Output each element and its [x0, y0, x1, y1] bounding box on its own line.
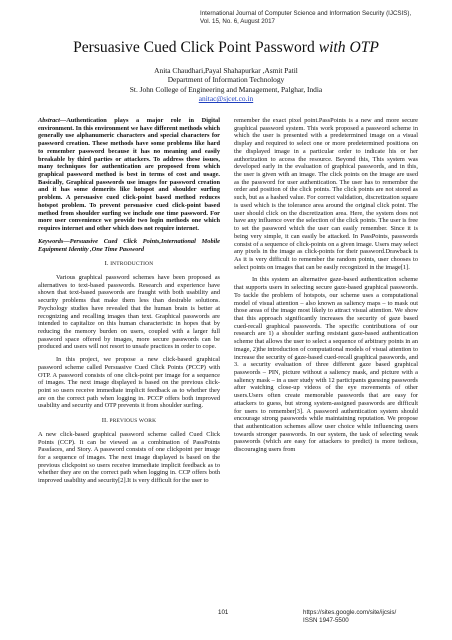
- paper-title: [0, 39, 452, 57]
- journal-volume: Vol. 15, No. 6, August 2017: [200, 17, 275, 25]
- abstract-label: Abstract: [38, 117, 60, 124]
- body-paragraph-passpoints: remember the exact pixel point.PassPoints is a new and more secure graphical password system. This work proposed a password scheme in which the user is presented with a predetermined image on a visual display and required to select one or more predetermined positions on the displayed image in a particular order to indicate his or her authorization to access the resource. Beyond this, This system was developed early in the evaluation of graphical passwords, and in this, the user is given with an image. The click points on the image are used as the password for user authentication. The user has to remember the order and position of the click points. The click points are not stored as such, but as a hashed value. For correct validation, discretization square is used which is the tolerance area around the original click point. The user should click on the discretization area. Here, the system does not have any influence over the selection of the click points. The user is free to set the password which the user can easily remember. Since it is being very simple, it can easily be attacked. In PassPoints, passwords consist of a sequence of click-points on a given image. Users may select any pixels in the image as click-points for their password.Drawback is As it is very difficult to remember the random points, user chooses to select points on images that can be easily recognized in the image[1].: [234, 117, 418, 271]
- author-names: Anita Chaudhari,Payal Shahapurkar ,Asmit Patil: [154, 66, 298, 75]
- keywords-text: —Persuasive Cued Click Points,International Mobile Equipment Identity ,One Time Password: [38, 237, 220, 253]
- keywords-label: Keywords: [38, 237, 64, 245]
- intro-paragraph-1: Various graphical password schemes have been proposed as alternatives to text-based passwords. Research and experience have shown that text-based passwords are fraught with both usability and security problems that make them less than desirable solutions. Psychology studies have revealed that the human brain is better at recognizing and recalling images than text. Graphical passwords are intended to capitalize on this human characteristic in hopes that by reducing the memory burden on users, coupled with a larger full password space offered by images, more secure passwords can be produced and users will not resort to unsafe practices in order to cope.: [38, 273, 220, 351]
- left-column: [38, 117, 220, 490]
- footer-url-link[interactable]: https://sites.google.com/site/ijcsis/: [303, 609, 397, 616]
- author-institution: St. John College of Engineering and Management, Palghar, India: [129, 84, 323, 94]
- body-paragraph-gaze: In this system an alternative gaze-based authentication scheme that supports users in selecting secure gaze-based graphical passwords. To tackle the problem of hotspots, our scheme uses a computational model of visual attention – also known as saliency maps – to mask out those areas of the image most likely to attract visual attention. We show that this approach significantly increases the security of gaze based cued-recall graphical passwords. The specific contributions of our research are 1) a shoulder surfing resistant gaze-based authentication scheme that allows the user to select a sequence of arbitrary points in an image, 2)the introduction of computational models of visual attention to increase the security of gaze-based cued-recall graphical passwords, and 3. a security evaluation of three different gaze based graphical passwords – PIN, picture without a saliency mask, and picture with a saliency mask – in a user study with 12 participants guessing passwords after watching close-up videos of the eye movements of other users.Users often create memorable passwords that are easy for attackers to guess, but strong system-assigned passwords are difficult for users to remember[3]. A password authentication system should encourage strong passwords while maintaining reputation. We propose that authentication schemes allow user choice while influencing users towards stronger passwords. In our system, the task of selecting weak passwords (which are easy for attackers to predict) is more tedious, discouraging users from: [234, 276, 418, 454]
- footer-info: [303, 609, 396, 624]
- title-italic: with OTP: [318, 39, 379, 56]
- title-main: Persuasive Cued Click Point Password: [73, 39, 319, 56]
- journal-name: International Journal of Computer Science and Information Security (IJCSIS),: [200, 10, 412, 17]
- abstract: [38, 117, 220, 233]
- page-number: 101: [218, 609, 229, 616]
- section-heading-previous-work: II. PREVIOUS WORK: [101, 417, 157, 425]
- author-department: Department of Information Technology: [167, 75, 285, 85]
- right-column: [234, 117, 418, 459]
- footer-issn: ISSN 1947-5500: [303, 616, 349, 624]
- journal-header: [200, 10, 411, 25]
- author-block: [0, 66, 452, 104]
- author-email-link[interactable]: anitac@sjcet.co.in: [198, 94, 254, 104]
- intro-paragraph-2: In this project, we propose a new click-based graphical password scheme called Persuasive Cued Click Points (PCCP) with OTP. A password consists of one click-point per image for a sequence of images. The next image displayed is based on the previous click-point so users receive immediate implicit feedback as to whether they are on the correct path when logging in. PCCP offers both improved usability and security and OTP prevents it from shoulder surfing.: [38, 356, 220, 410]
- previous-work-paragraph: A new click-based graphical password scheme called Cued Click Points (CCP). It can be viewed as a combination of PassPoints Passfaces, and Story. A password consists of one clickpoint per image for a sequence of images. The next image displayed is based on the previous clickpoint so users receive immediate implicit feedback as to whether they are on the correct path when logging in. CCP offers both improved usability and security[2].It is very difficult for the user to: [38, 430, 220, 485]
- keywords: [38, 238, 220, 253]
- abstract-text: —Authentication plays a major role in Digital environment. In this environment we have different methods which generally use alphanumeric characters and special characters for password creation. These methods have some problems like hard to remember password because it has no meaning and easily breakable by third parties or attackers. To address these issues, many techniques for authentication are proposed from which graphical password method is best in terms of cost and usage. Basically, Graphical passwords use images for password creation and it has some demerits like hotspot and shoulder surfing problem. A persuasive cued click-point based method reduces hotspot problem. To prevent persuasive cued click-point based method from shoulder surfing we include one time password. For more user convenience we provide two login methods one which requires internet and other which does not require internet.: [38, 117, 220, 233]
- section-heading-introduction: I. INTRODUCTION: [104, 260, 154, 268]
